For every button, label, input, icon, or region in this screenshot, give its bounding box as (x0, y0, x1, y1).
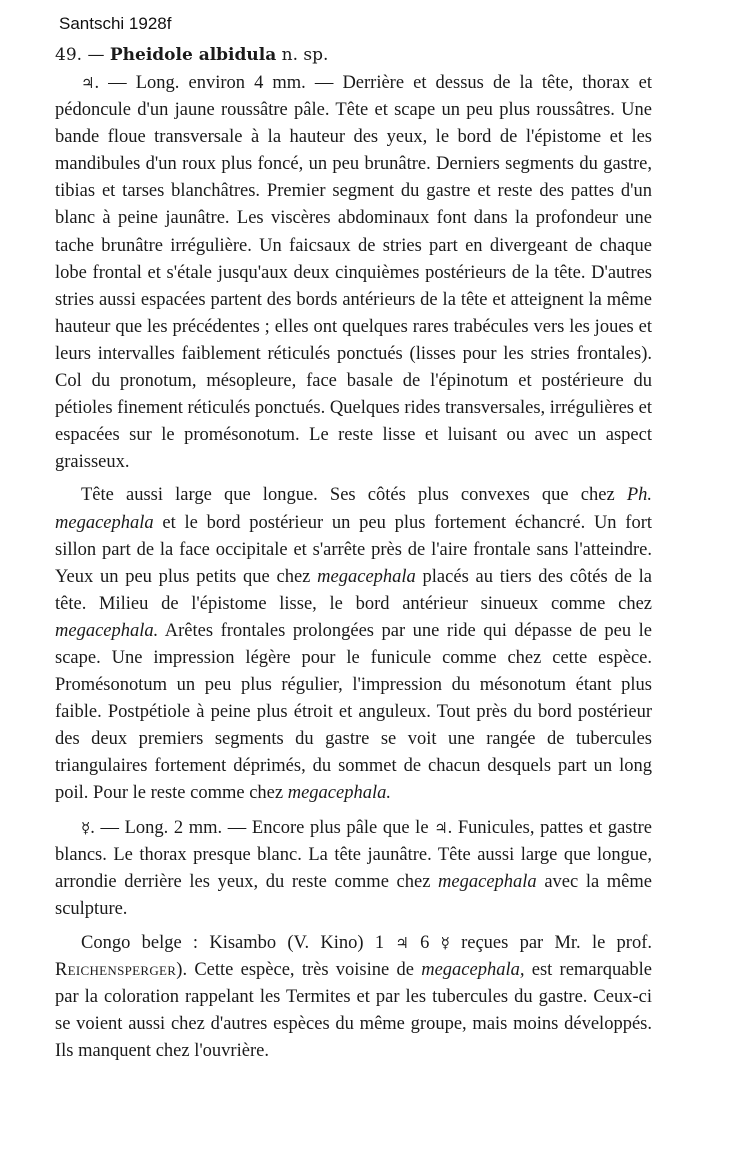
paragraph-worker-description (55, 815, 652, 923)
paragraph-text: Tête aussi large que longue. Ses côtés plus convexes que chez (81, 485, 615, 506)
taxon-name: megacephala. (55, 620, 159, 641)
paragraph-text: . Funicules, pattes et gastre blancs. Le thorax presque blanc. La tête jaunâtre. Tête aussi large que longue, arrondie derrière les yeux, du reste comme chez (55, 817, 653, 892)
taxon-name: megacephala, (421, 960, 525, 980)
entry-number: 49. — (55, 45, 105, 65)
collector-name: Reichensperger (55, 960, 177, 980)
paragraph-text: Congo belge : Kisambo (V. Kino) 1 (81, 932, 385, 953)
worker-symbol-icon: ☿ (440, 933, 450, 952)
paragraph-text: avec la même sculpture. (55, 871, 652, 919)
major-symbol-icon: ♃ (81, 74, 95, 92)
paragraph-locality (55, 930, 652, 1065)
document-body (55, 70, 652, 1065)
paragraph-text: placés au tiers des côtés de la tête. Milieu de l'épistome lisse, le bord antérieur sinueux comme chez (55, 566, 653, 614)
paragraph-text: ). Cette espèce, très voisine de (176, 960, 414, 980)
major-symbol-icon: ♃ (395, 933, 409, 952)
species-name: Pheidole albidula (109, 45, 277, 65)
paragraph-text: est remarquable par la coloration rappelant les Termites et par les tubercules du gastre. Ceux-ci se voient aussi chez d'autres espèces du même groupe, mais moins développés. Ils manquent chez l'ouvrière. (55, 960, 653, 1062)
paragraph-head-description (55, 482, 652, 807)
worker-symbol-icon: ☿ (81, 818, 91, 837)
species-status: n. sp. (281, 45, 329, 65)
taxon-name: Ph. megacephala (55, 485, 653, 533)
paragraph-text: et le bord postérieur un peu plus fortement échancré. Un fort sillon part de la face occipitale et s'arrête près de l'aire frontale sans l'atteindre. Yeux un peu plus petits que chez (55, 512, 653, 587)
paragraph-text: 6 (420, 932, 430, 953)
paragraph-text: reçues par Mr. le prof. (461, 932, 653, 953)
taxon-name: megacephala (438, 871, 537, 892)
paragraph-text: . — Long. environ 4 mm. — Derrière et dessus de la tête, thorax et pédoncule d'un jaune roussâtre pâle. Tête et scape un peu plus roussâtres. Une bande floue transversale à la hauteur des yeux, le bord de l'épistome et les mandibules d'un roux plus foncé, un peu brunâtre. Derniers segments du gastre, tibias et tarses blanchâtres. Premier segment du gastre et reste des pattes d'un blanc à peine jaunâtre. Les viscères abdominaux font dans la profondeur une tache brunâtre irrégulière. Un faicsaux de stries part en divergeant de chaque lobe frontal et s'étale jusqu'aux deux cinquièmes postérieurs de la tête. D'autres stries aussi espacées partent des bords antérieurs de la tête et atteignent la même hauteur que les précédentes ; elles ont quelques rares trabécules vers les joues et leurs intervalles faiblement réticulés ponctués (lisses pour les stries frontales). Col du pronotum, mésopleure, face basale de l'épinotum et postérieure du pétioles finement réticulés ponctués. Quelques rides transversales, irrégulières et espacées sur le promésonotum. Le reste lisse et luisant ou avec un aspect graisseux. (55, 73, 652, 473)
taxon-name: megacephala. (287, 783, 391, 804)
paragraph-text: . — Long. 2 mm. — Encore plus pâle que le (90, 817, 429, 838)
species-heading (55, 42, 735, 68)
taxon-name: megacephala (317, 566, 416, 587)
paragraph-major-description (55, 70, 652, 476)
major-symbol-icon: ♃ (434, 818, 448, 837)
header-label: Santschi 1928f (59, 14, 172, 33)
paragraph-text: Arêtes frontales prolongées par une ride qui dépasse de peu le scape. Une impression légère pour le funicule comme chez cette espèce. Promésonotum un peu plus régulier, l'impression du mésonotum étant plus faible. Postpétiole à peine plus étroit et anguleux. Tout près du bord postérieur des deux premiers segments du gastre se voit une rangée de tubercules triangulaires fortement déprimés, du sommet de chacun desquels part un long poil. Pour le reste comme chez (55, 620, 653, 804)
